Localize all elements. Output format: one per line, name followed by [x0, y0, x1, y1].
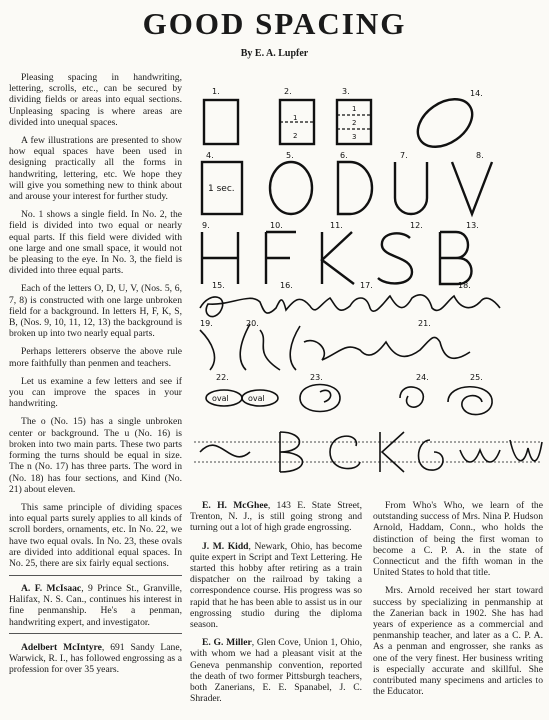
- svg-text:2: 2: [352, 119, 357, 127]
- oval-label: oval: [248, 394, 265, 403]
- paragraph: From Who's Who, we learn of the outstanding success of Mrs. Nina P. Hudson Arnold, Haddam, Conn., who holds the distinction of being the first woman to become a C. P. A. in the state of Connecticut and the fifth woman in the United States to hold that title.: [373, 500, 543, 579]
- scroll-24: [400, 387, 423, 407]
- figure-number: 6.: [340, 151, 348, 160]
- figure-number: 2.: [284, 87, 292, 96]
- figure-number: 4.: [206, 151, 214, 160]
- figure-number: 7.: [400, 151, 408, 160]
- note: J. M. Kidd, Newark, Ohio, has become quite expert in Script and Text Lettering. He started this hobby after retiring as a train dispatcher on the railroad by taking a correspondence course. His progress was so rapid that he has been able to assist us in our engrossing studio during the diploma season.: [190, 540, 362, 631]
- letter-u: [395, 162, 427, 214]
- letter-v: [452, 162, 492, 214]
- letter-h: [202, 232, 238, 284]
- svg-text:2: 2: [293, 132, 298, 140]
- paragraph: Each of the letters O, D, U, V, (Nos. 5, 6, 7, 8) is constructed with one large unbroken field for a background. In letters H, F, K, S, B, (Nos. 9, 10, 11, 12, 13) the background is broken up into two nearly equal parts.: [9, 283, 182, 340]
- paragraph: No. 1 shows a single field. In No. 2, the field is divided into two equal or nearly equal parts. If this field were divided with one large and one small space, it would not be pleasing to the eye. In No. 3, the field is divided into three equal parts.: [9, 209, 182, 277]
- note: E. G. Miller, Glen Cove, Union 1, Ohio, with whom we had a pleasant visit at the Geneva penmanship convention, reported the death of two former Pittsburgh teachers, both Zanerians, E. E. Spanabel, J. C. Shrader.: [190, 637, 362, 705]
- paragraph: A few illustrations are presented to show how equal spaces have been used in designing practically all the forms in handwriting, lettering, etc. We hope they will give you something new to think about and arouse your interest for further study.: [9, 135, 182, 203]
- figure-number: 25.: [470, 373, 483, 382]
- note-name: Adelbert McIntyre: [21, 641, 102, 653]
- figure-number: 20.: [246, 319, 259, 328]
- cursive-row-2: [200, 324, 470, 370]
- figure-number: 15.: [212, 281, 225, 290]
- figure-number: 14.: [470, 89, 483, 98]
- figure-number: 3.: [342, 87, 350, 96]
- note: E. H. McGhee, 143 E. State Street, Trenton, N. J., is still going strong and turning out a lot of high grade engrossing.: [190, 500, 362, 534]
- field-box-1: [204, 100, 238, 144]
- letter-s: [378, 233, 412, 283]
- figure-number: 1.: [212, 87, 220, 96]
- figure-number: 18.: [458, 281, 471, 290]
- figure-number: 21.: [418, 319, 431, 328]
- figure-number: 19.: [200, 319, 213, 328]
- svg-text:1: 1: [293, 114, 298, 122]
- figure-number: 17.: [360, 281, 373, 290]
- page-title: GOOD SPACING: [142, 6, 407, 41]
- figure-number: 11.: [330, 221, 343, 230]
- figure-number: 5.: [286, 151, 294, 160]
- note: A. F. McIsaac, 9 Prince St., Granville, Halifax, N. S. Can., continues his interest in fine penmanship. He's a penman, handwriting expert, and investigator.: [9, 583, 182, 628]
- divider: [9, 633, 182, 634]
- figure-number: 8.: [476, 151, 484, 160]
- divider: [9, 575, 182, 576]
- note-name: A. F. McIsaac: [21, 583, 82, 594]
- cursive-row-1: [200, 295, 500, 317]
- byline: By E. A. Lupfer: [240, 48, 309, 59]
- paragraph: The o (No. 15) has a single unbroken center or background. The u (No. 16) is broken into two main parts. These two parts forming the turns should be equal in size. The n (No. 17) has three parts. The word in (No. 18) has four sections, and Kind (No. 21) about eleven.: [9, 416, 182, 495]
- letter-f: [266, 232, 296, 284]
- figure-number: 9.: [202, 221, 210, 230]
- letter-o: [270, 162, 312, 214]
- left-notes: [9, 583, 182, 682]
- figure-number: 13.: [466, 221, 479, 230]
- paragraph: Mrs. Arnold received her start toward success by specializing in penmanship at the Zanerian back in 1902. She has had years of experience as a commercial and penmanship teacher, and later as a C. P. A. As a penman and engrosser, she ranks as one of the very finest. Her business writing is especially accurate and skillful. She contributed many specimens and articles to the Educator.: [373, 585, 543, 698]
- middle-column: [190, 500, 362, 711]
- right-column: [373, 500, 543, 704]
- letter-d: [338, 162, 372, 214]
- scroll-23: [300, 385, 340, 412]
- cursive-row-3: [200, 432, 542, 472]
- figure-number: 16.: [280, 281, 293, 290]
- svg-text:3: 3: [352, 133, 357, 141]
- figure-number: 24.: [416, 373, 429, 382]
- oval-label: oval: [212, 394, 229, 403]
- oval-14: [409, 89, 481, 156]
- paragraph: Perhaps letterers observe the above rule more faithfully than penmen and teachers.: [9, 346, 182, 369]
- paragraph: Pleasing spacing in handwriting, lettering, scrolls, etc., can be secured by dividing fields or areas into equal sections. Unpleasing spacing is where areas are divided into unequal spaces.: [9, 72, 182, 128]
- paragraph: Let us examine a few letters and see if you can improve the spaces in your handwriting.: [9, 375, 182, 410]
- letter-b: [440, 232, 472, 284]
- note: Adelbert McIntyre, 691 Sandy Lane, Warwick, R. I., has followed engrossing as a profession for over 35 years.: [9, 641, 182, 676]
- svg-text:1: 1: [352, 105, 357, 113]
- figure-number: 12.: [410, 221, 423, 230]
- paragraph: This same principle of dividing spaces into equal parts surely applies to all kinds of scroll borders, ornaments, etc. In No. 22, we have two equal ovals. In No. 23, these ovals are divided into additional equal spaces. In No. 25, there are six fairly equal sections.: [9, 501, 182, 569]
- scroll-25: [448, 387, 492, 415]
- sec-label: 1 sec.: [208, 184, 235, 194]
- figure-number: 10.: [270, 221, 283, 230]
- left-column: [9, 72, 182, 576]
- figure-number: 23.: [310, 373, 323, 382]
- illustration-figure: [190, 80, 545, 495]
- letter-k: [322, 232, 354, 284]
- figure-number: 22.: [216, 373, 229, 382]
